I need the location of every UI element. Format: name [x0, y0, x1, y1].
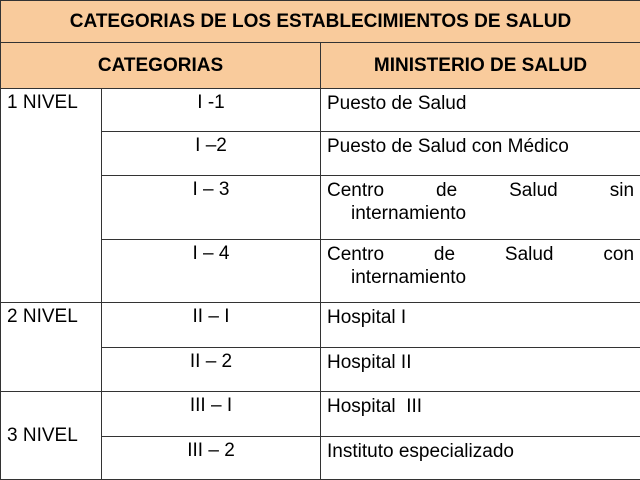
- table-row: [1, 392, 640, 436]
- ministry-line-2: internamiento: [351, 266, 467, 288]
- table-row: [1, 88, 640, 131]
- category-cell: III – I: [102, 392, 321, 436]
- table-title: CATEGORIAS DE LOS ESTABLECIMIENTOS DE SALUD: [1, 1, 640, 43]
- category-cell: I -1: [102, 88, 321, 131]
- header-categorias: CATEGORIAS: [1, 43, 321, 88]
- category-cell: II – 2: [102, 347, 321, 391]
- ministry-cell: Hospital III: [321, 392, 640, 436]
- category-cell: I – 4: [102, 239, 321, 303]
- table-title-row: [1, 1, 640, 43]
- ministry-cell: Instituto especializado: [321, 436, 640, 479]
- category-cell: I – 3: [102, 176, 321, 240]
- category-cell: I –2: [102, 132, 321, 176]
- level-3-cell: 3 NIVEL: [1, 392, 102, 480]
- level-2-cell: 2 NIVEL: [1, 303, 102, 392]
- level-1-cell: 1 NIVEL: [1, 88, 102, 303]
- ministry-cell: Puesto de Salud: [321, 88, 640, 131]
- ministry-cell: Hospital I: [321, 303, 640, 347]
- table-header-row: [1, 43, 640, 88]
- ministry-line-2: internamiento: [351, 203, 467, 225]
- ministry-line-1: Centro de Salud sin: [327, 180, 635, 202]
- table-row: [1, 303, 640, 347]
- ministry-cell: [321, 239, 640, 303]
- ministry-cell: [321, 176, 640, 240]
- category-cell: II – I: [102, 303, 321, 347]
- category-cell: III – 2: [102, 436, 321, 479]
- header-ministerio: MINISTERIO DE SALUD: [321, 43, 640, 88]
- ministry-cell: Puesto de Salud con Médico: [321, 132, 640, 176]
- ministry-cell: Hospital II: [321, 347, 640, 391]
- ministry-line-1: Centro de Salud con: [327, 243, 635, 265]
